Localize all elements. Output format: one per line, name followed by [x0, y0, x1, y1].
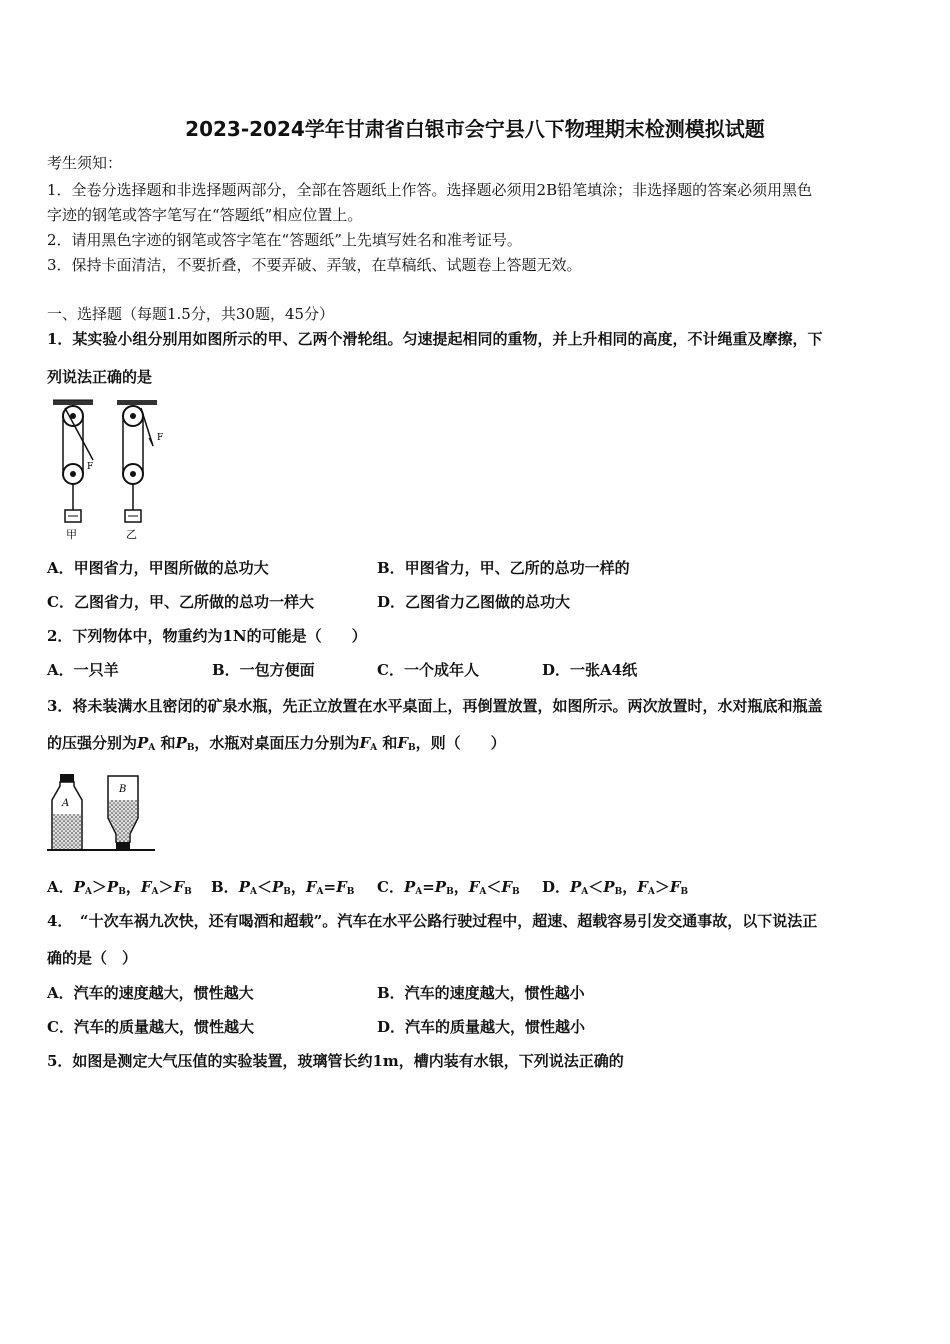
q1-option-a[interactable]: A．甲图省力，甲图所做的总功大 — [47, 559, 269, 577]
pulley-figure — [45, 398, 175, 548]
q1-option-d[interactable]: D．乙图省力乙图做的总功大 — [377, 593, 571, 611]
bottle-figure — [47, 772, 157, 854]
svg-text:乙: 乙 — [126, 528, 137, 541]
q3-option-b[interactable]: B．$P_A<P_B$，$F_A=F_B$ — [211, 878, 355, 897]
q2-option-c[interactable]: C．一个成年人 — [377, 661, 479, 679]
svg-text:甲: 甲 — [66, 528, 77, 541]
section-heading: 一、选择题（每题1.5分，共30题，45分） — [47, 305, 335, 323]
svg-text:F: F — [157, 433, 164, 443]
q2-option-d[interactable]: D．一张A4纸 — [542, 661, 638, 679]
q4-option-d[interactable]: D．汽车的质量越大，惯性越小 — [377, 1018, 586, 1036]
svg-text:B: B — [119, 784, 127, 795]
notice-item: 3．保持卡面清洁，不要折叠，不要弄破、弄皱，在草稿纸、试题卷上答题无效。 — [47, 256, 582, 274]
q1-option-c[interactable]: C．乙图省力，甲、乙所做的总功一样大 — [47, 593, 314, 611]
svg-text:A: A — [62, 798, 70, 809]
notice-heading: 考生须知： — [47, 154, 123, 172]
page-title: 2023-2024学年甘肃省白银市会宁县八下物理期末检测模拟试题 — [185, 117, 765, 141]
q4-option-c[interactable]: C．汽车的质量越大，惯性越大 — [47, 1018, 254, 1036]
question-3-stem: 3．将未装满水且密闭的矿泉水瓶，先正立放置在水平桌面上，再倒置放置，如图所示。两次放置时，水对瓶底和瓶盖 — [47, 697, 823, 715]
question-1-stem-cont: 列说法正确的是 — [47, 368, 153, 386]
q2-option-a[interactable]: A．一只羊 — [47, 661, 119, 679]
notice-item: 2．请用黑色字迹的钢笔或答字笔在“答题纸”上先填写姓名和准考证号。 — [47, 231, 522, 249]
q4-option-b[interactable]: B．汽车的速度越大，惯性越小 — [377, 984, 585, 1002]
question-4-stem-cont: 确的是（ ） — [47, 949, 138, 967]
question-5-stem: 5．如图是测定大气压值的实验装置，玻璃管长约1m，槽内装有水银，下列说法正确的 — [47, 1052, 624, 1070]
question-2-stem: 2．下列物体中，物重约为1N的可能是（ ） — [47, 627, 367, 645]
question-4-stem: 4． “十次车祸九次快，还有喝酒和超载”。汽车在水平公路行驶过程中，超速、超载容易引发交通事故，以下说法正 — [47, 912, 818, 930]
svg-text:F: F — [87, 462, 94, 472]
notice-item: 1．全卷分选择题和非选择题两部分，全部在答题纸上作答。选择题必须用2B铅笔填涂；非选择题的答案必须用黑色 — [47, 181, 813, 199]
q3-option-c[interactable]: C．$P_A=P_B$，$F_A<F_B$ — [377, 878, 520, 897]
q2-option-b[interactable]: B．一包方便面 — [212, 661, 315, 679]
q3-option-a[interactable]: A．$P_A>P_B$，$F_A>F_B$ — [47, 878, 192, 897]
question-1-stem: 1．某实验小组分别用如图所示的甲、乙两个滑轮组。匀速提起相同的重物，并上升相同的高度，不计绳重及摩擦，下 — [47, 330, 823, 348]
q1-option-b[interactable]: B．甲图省力，甲、乙所的总功一样的 — [377, 559, 630, 577]
q3-option-d[interactable]: D．$P_A<P_B$，$F_A>F_B$ — [542, 878, 689, 897]
notice-item: 字迹的钢笔或答字笔写在“答题纸”相应位置上。 — [47, 206, 363, 224]
q4-option-a[interactable]: A．汽车的速度越大，惯性越大 — [47, 984, 254, 1002]
question-3-stem-cont: 的压强分别为$P_A$ 和$P_B$，水瓶对桌面压力分别为$F_A$ 和$F_B$，则（ ） — [47, 734, 506, 753]
